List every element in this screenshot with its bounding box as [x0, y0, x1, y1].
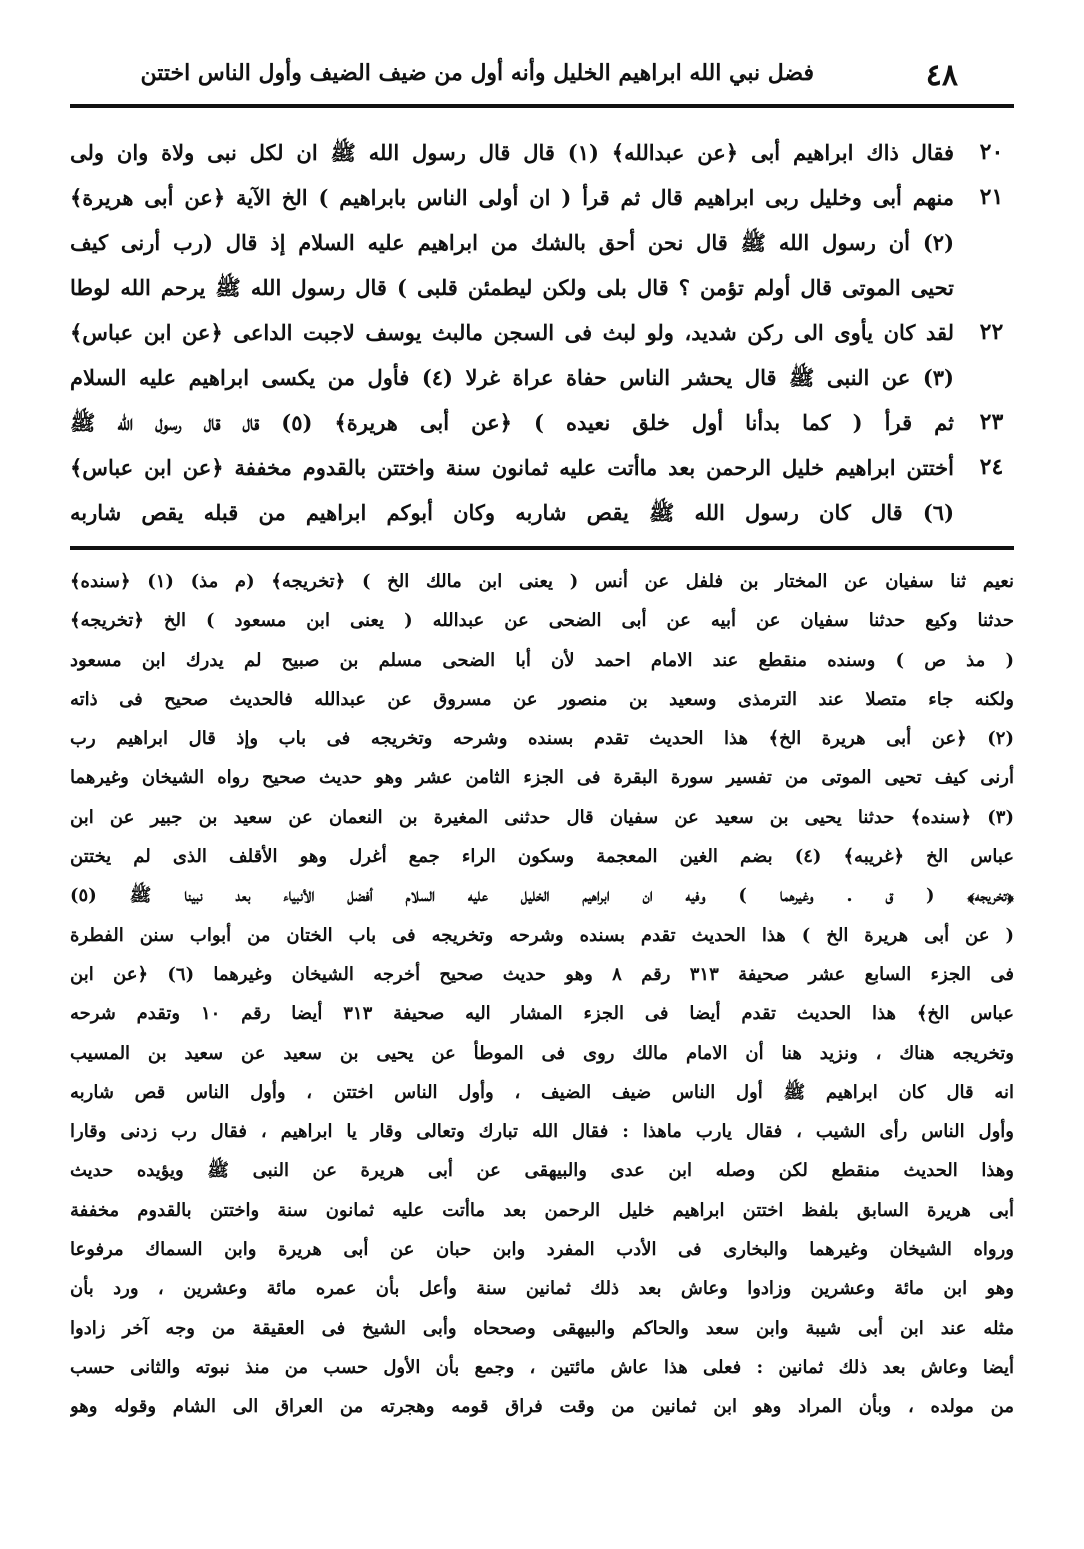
- hadith-number: ٢٢: [979, 319, 1004, 345]
- footnote-line: وتخريجه هناك ، ونزيد هنا أن الامام مالك روى فى الموطأ عن يحيى بن سعيد عن سعيد بن المسيب: [70, 1042, 1014, 1064]
- footnote-line: (٣) ﴿سنده﴾ حدثنا يحيى بن سعيد عن سفيان قال حدثنى المغيرة بن النعمان عن سعيد بن جبير عن ابن: [70, 806, 1014, 828]
- footnote-line: انه قال كان ابراهيم ﷺ أول الناس ضيف الضيف ، وأول الناس اختتن ، وأول الناس قص شاربه: [70, 1081, 1014, 1103]
- footnote-line: ورواه الشيخان وغيرهما والبخارى فى الأدب المفرد وابن حبان عن أبى هريرة وابن السماك مرفوعا: [70, 1239, 1014, 1261]
- text-line: [70, 265, 1014, 310]
- text-line: [70, 175, 1014, 220]
- hadith-number: ٢٤: [979, 454, 1004, 480]
- line-text: فقال ذاك ابراهيم أبى ﴿عن عبدالله﴾ (١) قال قال رسول الله ﷺ ان لكل نبى ولاة وان ولى: [70, 140, 954, 165]
- footnote-line: فى الجزء السابع عشر صحيفة ٣١٣ رقم ٨ وهو حديث صحيح أخرجه الشيخان وغيرهما (٦) ﴿عن ابن: [70, 963, 1014, 985]
- footnote-line: ﴿تخريجه﴾ ( ق . وغيرهما ) وفيه ان ابراهيم الخليل عليه السلام أفضل الأنبياء بعد نبينا ﷺ (٥): [70, 885, 1014, 907]
- main-text: [70, 130, 1014, 535]
- text-line: [70, 220, 1014, 265]
- line-text: منهم أبى وخليل ربى ابراهيم قال ثم قرأ ( ان أولى الناس بابراهيم ) الخ الآية ﴿عن أبى هريرة﴾: [70, 185, 954, 210]
- footnote-line: وأول الناس رأى الشيب ، فقال يارب ماهذا : فقال الله تبارك وتعالى وقار يا ابراهيم ، فقال رب زدنى وقارا: [70, 1121, 1014, 1143]
- text-line: [70, 490, 1014, 535]
- footnote-line: مثله عند ابن أبى شيبة وابن سعد والحاكم والبيهقى وصححاه وأبى الشيخ فى العقيقة من وجه آخر زادوا: [70, 1317, 1014, 1339]
- footnote-line: ولكنه جاء متصلا عند الترمذى وسعيد بن منصور عن مسروق عن عبدالله فالحديث صحيح فى ذاته: [70, 688, 1014, 710]
- footnote-line: وهذا الحديث منقطع لكن وصله ابن عدى والبيهقى عن أبى هريرة عن النبى ﷺ ويؤيده حديث: [70, 1160, 1014, 1182]
- text-line: [70, 355, 1014, 400]
- footnote-line: وهو ابن مائة وعشرين وزادوا وعاش بعد ذلك ثمانين سنة وأعل بأن عمره مائة وعشرين ، ورد بأن: [70, 1278, 1014, 1300]
- line-text: ثم قرأ ( كما بدأنا أول خلق نعيده ) ﴿عن أبى هريرة﴾ (٥) قال قال رسول الله ﷺ: [70, 410, 954, 435]
- line-text: لقد كان يأوى الى ركن شديد، ولو لبث فى السجن مالبث يوسف لاجبت الداعى ﴿عن ابن عباس﴾: [70, 320, 954, 345]
- footnotes: [70, 562, 1014, 1427]
- text-line: [70, 130, 1014, 175]
- text-line: [70, 445, 1014, 490]
- footnote-line: أبى هريرة السابق بلفظ اختتن ابراهيم خليل الرحمن بعد ماأتت عليه ثمانون سنة واختتن بالقدوم مخففة: [70, 1199, 1014, 1221]
- hadith-number: ٢١: [979, 184, 1004, 210]
- line-text: أختتن ابراهيم خليل الرحمن بعد ماأتت عليه ثمانون سنة واختتن بالقدوم مخففة ﴿عن ابن عباس﴾: [70, 455, 954, 480]
- footnote-line: (٢) ﴿عن أبى هريرة الخ﴾ هذا الحديث تقدم بسنده وشرحه وتخريجه فى باب وإذ قال ابراهيم رب: [70, 728, 1014, 750]
- hadith-number: ٢٠: [979, 139, 1004, 165]
- page-number: ٤٨: [925, 58, 958, 93]
- header-rule: [70, 104, 1014, 108]
- footnote-line: ( مذ ص ) وسنده منقطع عند الامام احمد لأن أبا الضحى مسلم بن صبيح لم يدرك ابن مسعود: [70, 649, 1014, 671]
- footnote-line: حدثنا وكيع حدثنا سفيان عن أبيه عن أبى الضحى عن عبدالله ( يعنى ابن مسعود ) الخ ﴿تخريجه﴾: [70, 610, 1014, 632]
- footnote-line: عباس الخ﴾ هذا الحديث تقدم أيضا فى الجزء المشار اليه صحيفة ٣١٣ أيضا رقم ١٠ وتقدم شرحه: [70, 1003, 1014, 1025]
- footnote-line: عباس الخ ﴿غريبه﴾ (٤) بضم الغين المعجمة وسكون الراء جمع أغرل وهو الأقلف الذى لم يختتن: [70, 846, 1014, 868]
- page-header: [70, 48, 1014, 98]
- line-text: تحيى الموتى قال أولم تؤمن ؟ قال بلى ولكن ليطمئن قلبى ) قال رسول الله ﷺ يرحم الله لوطا: [70, 275, 954, 300]
- text-line: [70, 400, 1014, 445]
- line-text: (٢) أن رسول الله ﷺ قال نحن أحق بالشك من ابراهيم عليه السلام إذ قال (رب أرنى كيف: [70, 230, 954, 255]
- footnote-line: نعيم ثنا سفيان عن المختار بن فلفل عن أنس ( يعنى ابن مالك الخ ) ﴿تخريجه﴾ (م مذ) (١) ﴿سنده﴾: [70, 571, 1014, 592]
- footnote-line: من مولده ، وبأن المراد وهو ابن ثمانين من وقت فراق قومه وهجرته من العراق الى الشام وقوله وهو: [70, 1396, 1014, 1418]
- footnote-line: أيضا وعاش بعد ذلك ثمانين : فعلى هذا عاش مائتين ، وجمع بأن الأول حسب من منذ نبوته والثانى حسب: [70, 1356, 1014, 1378]
- line-text: (٦) قال كان رسول الله ﷺ يقص شاربه وكان أبوكم ابراهيم من قبله يقص شاربه: [70, 500, 954, 525]
- running-title: فضل نبي الله ابراهيم الخليل وأنه أول من ضيف الضيف وأول الناس اختتن: [140, 60, 814, 86]
- hadith-number: ٢٣: [979, 409, 1004, 435]
- footnote-line: أرنى كيف تحيى الموتى من تفسير سورة البقرة فى الجزء الثامن عشر وهو حديث صحيح رواه الشيخان وغيرهما: [70, 767, 1014, 789]
- line-text: (٣) عن النبى ﷺ قال يحشر الناس حفاة عراة غرلا (٤) فأول من يكسى ابراهيم عليه السلام: [70, 365, 954, 390]
- text-line: [70, 310, 1014, 355]
- footnote-line: ( عن أبى هريرة الخ ) هذا الحديث تقدم بسنده وشرحه وتخريجه فى باب الختان من أبواب سنن الفطرة: [70, 924, 1014, 946]
- footnote-rule: [70, 546, 1014, 550]
